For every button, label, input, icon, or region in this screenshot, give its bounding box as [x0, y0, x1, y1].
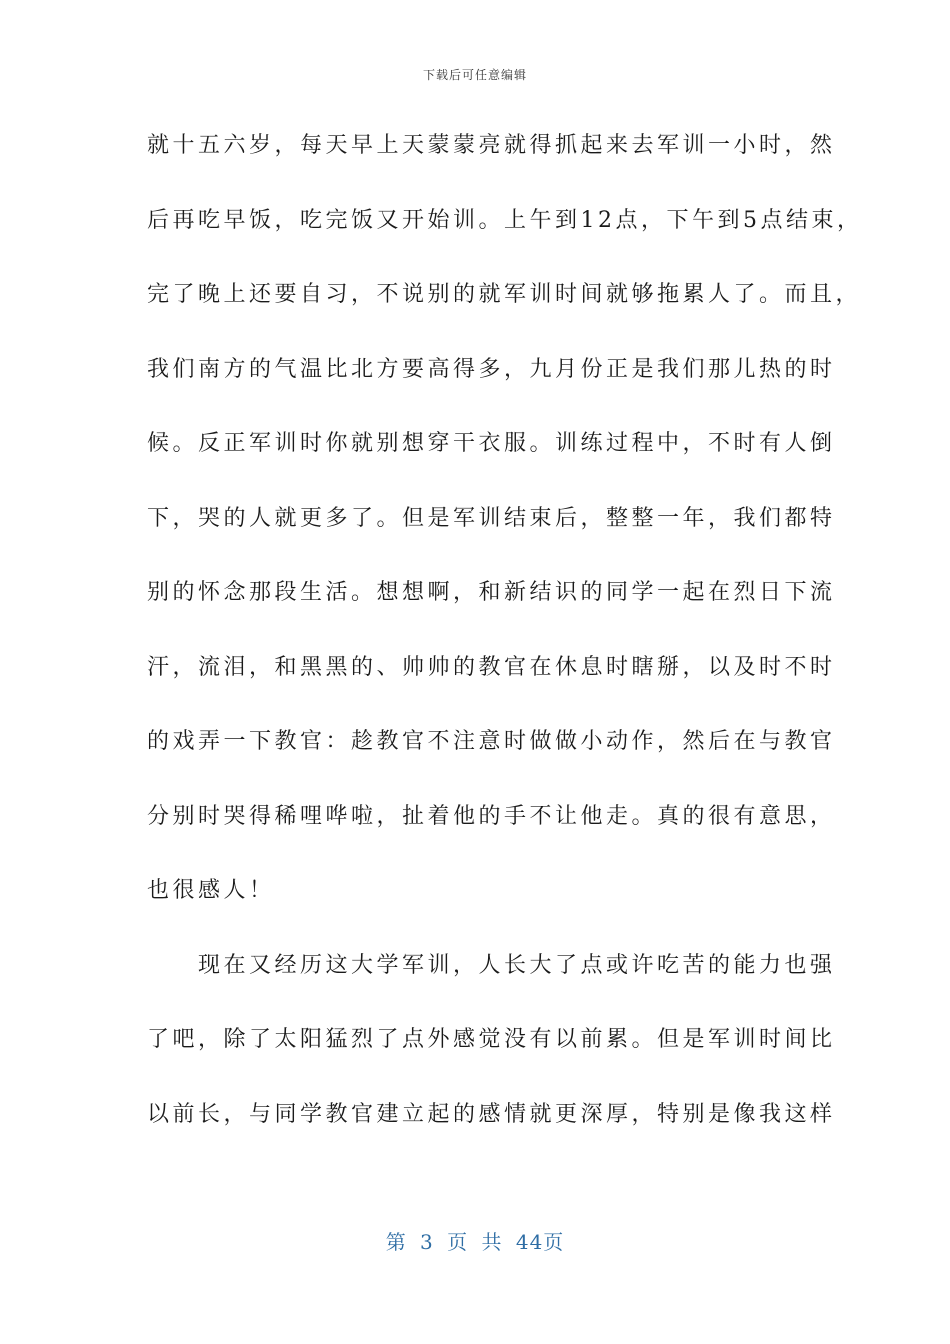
text-line: 了吧，除了太阳猛烈了点外感觉没有以前累。但是军训时间比 [147, 1027, 836, 1052]
paragraph-start-line: 现在又经历这大学军训，人长大了点或许吃苦的能力也强 [147, 952, 836, 978]
text-line: 下，哭的人就更多了。但是军训结束后，整整一年，我们都特 [147, 505, 836, 531]
text-line: 也很感人！ [147, 878, 275, 903]
text-line: 就十五六岁，每天早上天蒙蒙亮就得抓起来去军训一小时，然 [147, 133, 836, 158]
text-line: 我们南方的气温比北方要高得多，九月份正是我们那儿热的时 [147, 356, 836, 382]
page-number-footer: 第 3 页 共 44页 [385, 1230, 565, 1254]
text-line: 的戏弄一下教官：趁教官不注意时做做小动作，然后在与教官 [147, 729, 836, 754]
text-line: 候。反正军训时你就别想穿干衣服。训练过程中，不时有人倒 [147, 431, 836, 456]
text-line: 后再吃早饭，吃完饭又开始训。上午到12点，下午到5点结束， [147, 207, 863, 233]
text-line: 分别时哭得稀哩哗啦，扯着他的手不让他走。真的很有意思， [147, 803, 836, 829]
text-line: 别的怀念那段生活。想想啊，和新结识的同学一起在烈日下流 [147, 580, 836, 605]
document-body [147, 126, 863, 1169]
text-line: 汗，流泪，和黑黑的、帅帅的教官在休息时瞎掰，以及时不时 [147, 654, 836, 680]
text-line: 完了晚上还要自习，不说别的就军训时间就够拖累人了。而且， [147, 282, 862, 307]
text-line: 以前长，与同学教官建立起的感情就更深厚，特别是像我这样 [147, 1101, 836, 1127]
page-header: 下载后可任意编辑 [422, 68, 527, 82]
